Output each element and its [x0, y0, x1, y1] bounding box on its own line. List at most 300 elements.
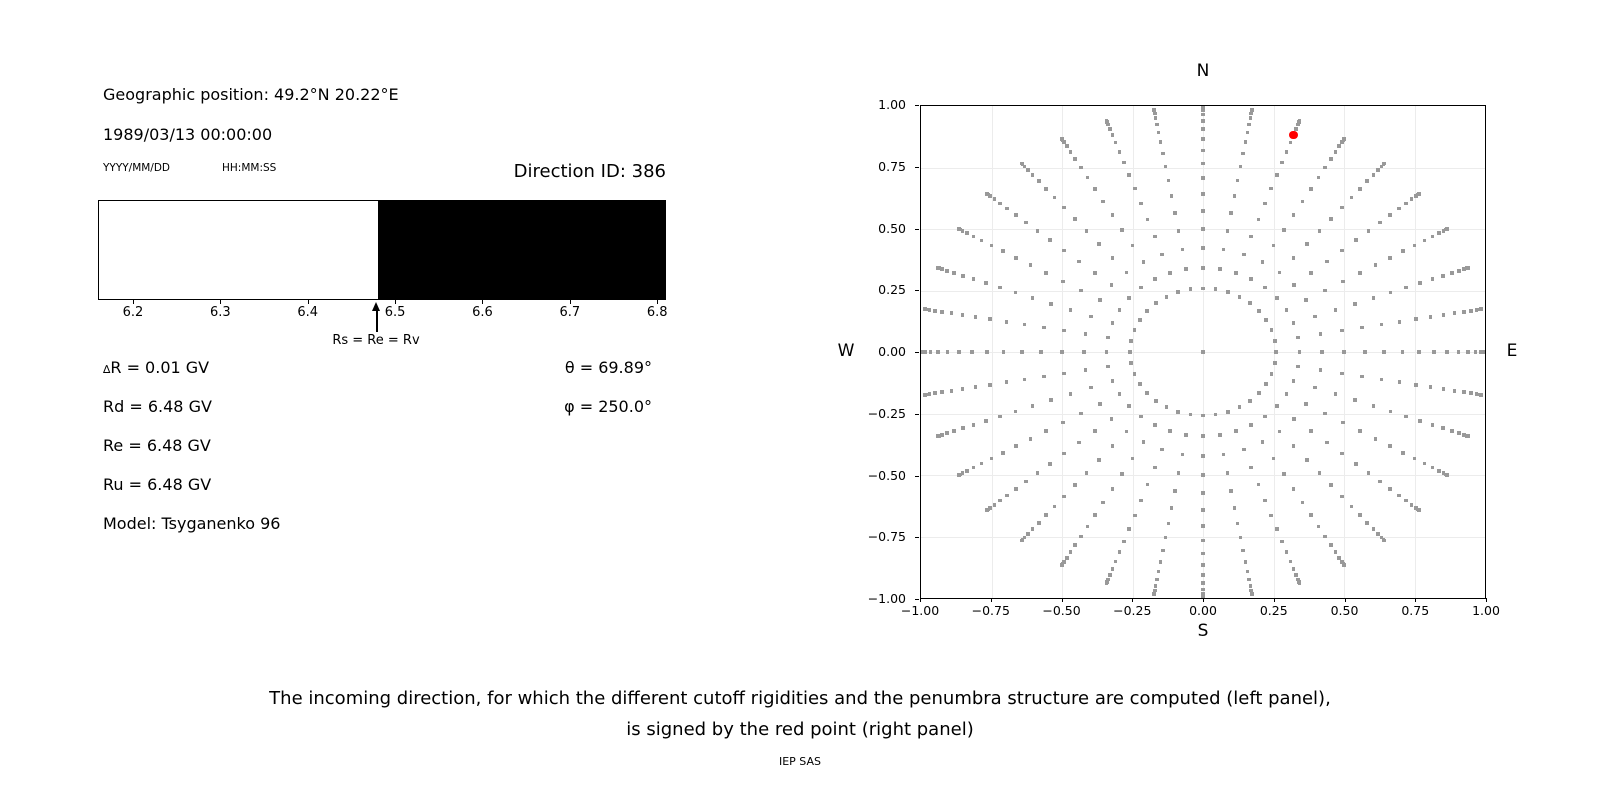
direction-dot	[1457, 431, 1461, 435]
direction-dot	[950, 389, 954, 393]
direction-dot	[1110, 417, 1114, 421]
direction-dot	[929, 350, 933, 354]
direction-dot	[1414, 317, 1418, 321]
direction-dot	[1152, 592, 1156, 596]
direction-dot	[1002, 350, 1006, 354]
x-tick-mark	[133, 300, 134, 304]
direction-dot	[1031, 404, 1035, 408]
direction-dot	[1441, 274, 1445, 278]
direction-dot	[1062, 452, 1066, 456]
direction-dot	[1120, 228, 1124, 232]
direction-dot	[1133, 328, 1137, 332]
direction-dot	[1060, 563, 1064, 567]
direction-dot	[1222, 248, 1226, 252]
direction-dot	[1139, 499, 1143, 503]
y-tick-mark	[915, 290, 919, 291]
direction-dot	[1201, 434, 1205, 438]
direction-dot	[1263, 286, 1267, 290]
direction-dot	[984, 281, 988, 285]
direction-dot	[1248, 399, 1252, 403]
direction-dot	[1249, 235, 1253, 239]
x-tick-label: 6.4	[297, 305, 319, 320]
direction-dot	[1020, 539, 1024, 543]
direction-dot	[965, 469, 969, 473]
direction-dot	[1161, 549, 1165, 553]
direction-dot	[1397, 494, 1401, 498]
direction-dot	[980, 239, 984, 243]
direction-dot	[1201, 473, 1205, 477]
direction-dot	[1257, 309, 1261, 313]
direction-dot	[1024, 480, 1028, 484]
direction-dot	[1280, 161, 1284, 165]
direction-dot	[1201, 227, 1205, 231]
direction-dot	[1298, 119, 1302, 123]
direction-dot	[1378, 221, 1382, 225]
direction-dot	[1445, 350, 1449, 354]
direction-dot	[1389, 410, 1393, 414]
direction-dot	[1125, 271, 1129, 275]
direction-dot	[1048, 238, 1052, 242]
direction-dot	[1042, 326, 1046, 330]
direction-dot	[1069, 392, 1073, 396]
direction-dot	[1111, 379, 1115, 383]
direction-dot	[1201, 563, 1205, 567]
direction-dot	[1358, 429, 1362, 433]
direction-dot	[1105, 350, 1109, 354]
direction-dot	[1114, 560, 1118, 564]
direction-dot	[1120, 472, 1124, 476]
direction-dot	[1201, 573, 1205, 577]
direction-dot	[957, 473, 961, 477]
direction-dot	[1062, 372, 1066, 376]
direction-dot	[1138, 382, 1142, 386]
direction-dot	[1036, 229, 1040, 233]
direction-dot	[1298, 581, 1302, 585]
direction-dot	[1153, 423, 1157, 427]
caption-line-2: is signed by the red point (right panel)	[626, 719, 974, 740]
direction-dot	[1404, 202, 1408, 206]
direction-dot	[1062, 495, 1066, 499]
annotation-arrow-stem	[376, 310, 378, 332]
direction-dot	[1053, 505, 1057, 509]
direction-dot	[1450, 271, 1454, 275]
direction-dot	[1453, 311, 1457, 315]
direction-dot	[1304, 402, 1308, 406]
direction-dot	[1085, 471, 1089, 475]
direction-dot	[1184, 267, 1188, 271]
delta-symbol: ∆	[103, 363, 111, 376]
direction-dot	[1257, 483, 1261, 487]
x-tick-label: 0.75	[1401, 603, 1430, 618]
direction-dot	[1450, 429, 1454, 433]
direction-dot	[1358, 187, 1362, 191]
delta-r-text: R = 0.01 GV	[110, 358, 210, 377]
x-tick-label: 0.00	[1189, 603, 1217, 618]
grid-line-horizontal	[921, 537, 1485, 538]
direction-dot	[1177, 471, 1181, 475]
direction-dot	[1177, 229, 1181, 233]
y-tick-mark	[915, 414, 919, 415]
direction-dot	[1342, 137, 1346, 141]
x-tick-mark	[482, 300, 483, 304]
direction-dot	[1201, 414, 1205, 418]
direction-dot	[1167, 179, 1171, 183]
penumbra-band	[98, 200, 666, 300]
direction-dot	[1329, 483, 1333, 487]
direction-dot	[1474, 350, 1478, 354]
direction-dot	[1079, 535, 1083, 539]
direction-dot	[1269, 514, 1273, 518]
direction-dot	[1388, 256, 1392, 260]
direction-dot	[1226, 410, 1230, 414]
direction-dot	[1238, 405, 1242, 409]
direction-dot	[998, 415, 1002, 419]
direction-dot	[984, 419, 988, 423]
direction-dot	[1275, 173, 1279, 177]
direction-dot	[1189, 287, 1193, 291]
direction-dot	[940, 390, 944, 394]
direction-dot	[1042, 375, 1046, 379]
direction-dot	[1111, 133, 1115, 137]
direction-dot	[1270, 372, 1274, 376]
direction-dot	[1374, 263, 1378, 267]
direction-dot	[1127, 296, 1131, 300]
direction-dot	[1201, 539, 1205, 543]
direction-dot	[1305, 242, 1309, 246]
direction-dot	[1062, 249, 1066, 253]
direction-dot	[1108, 127, 1112, 131]
direction-dot	[1093, 271, 1097, 275]
geographic-position: Geographic position: 49.2°N 20.22°E	[103, 85, 399, 104]
direction-dot	[974, 385, 978, 389]
direction-dot	[1285, 550, 1289, 554]
direction-dot	[1160, 253, 1164, 257]
direction-dot	[1061, 421, 1065, 425]
direction-dot	[928, 308, 932, 312]
x-tick-label: −0.75	[971, 603, 1010, 618]
direction-dot	[1325, 441, 1329, 445]
direction-dot	[1084, 368, 1088, 372]
direction-dot	[1342, 563, 1346, 567]
direction-dot	[1319, 368, 1323, 372]
direction-dot	[1289, 141, 1293, 145]
direction-dot	[1418, 419, 1422, 423]
x-tick-label: 1.00	[1472, 603, 1500, 618]
direction-dot	[1201, 246, 1205, 250]
direction-dot	[1417, 192, 1421, 196]
direction-dot	[1442, 313, 1446, 317]
direction-dot	[1049, 302, 1053, 306]
direction-scatter-plot	[920, 105, 1486, 599]
direction-dot	[1278, 430, 1282, 434]
direction-dot	[1020, 350, 1024, 354]
direction-dot	[1048, 462, 1052, 466]
direction-dot	[1249, 116, 1253, 120]
direction-dot	[961, 274, 965, 278]
re-value: Re = 6.48 GV	[103, 436, 211, 455]
direction-dot	[1014, 444, 1018, 448]
direction-dot	[1159, 560, 1163, 564]
direction-dot	[1417, 508, 1421, 512]
direction-dot	[1261, 260, 1265, 264]
direction-dot	[1073, 157, 1077, 161]
direction-dot	[1431, 235, 1435, 239]
direction-dot	[1382, 350, 1386, 354]
direction-dot	[1111, 213, 1115, 217]
direction-dot	[1457, 350, 1461, 354]
direction-dot	[1118, 550, 1122, 554]
direction-dot	[1201, 113, 1205, 117]
direction-dot	[1128, 350, 1132, 354]
direction-dot	[1122, 161, 1126, 165]
direction-dot	[1353, 302, 1357, 306]
direction-dot	[936, 350, 940, 354]
direction-dot	[1097, 458, 1101, 462]
direction-dot	[1161, 152, 1165, 156]
direction-dot	[1367, 229, 1371, 233]
direction-dot	[1397, 207, 1401, 211]
direction-dot	[1053, 196, 1057, 200]
direction-dot	[1309, 429, 1313, 433]
direction-dot	[1313, 315, 1317, 319]
direction-dot	[1201, 162, 1205, 166]
direction-dot	[970, 350, 974, 354]
direction-dot	[1431, 277, 1435, 281]
compass-south-label: S	[1197, 621, 1209, 641]
direction-dot	[1466, 266, 1470, 270]
direction-dot	[1365, 521, 1369, 525]
direction-dot	[1039, 350, 1043, 354]
direction-dot	[1129, 361, 1133, 365]
direction-dot	[945, 431, 949, 435]
direction-dot	[1201, 127, 1205, 131]
direction-dot	[1234, 429, 1238, 433]
direction-dot	[1249, 584, 1253, 588]
direction-dot	[1014, 487, 1018, 491]
direction-dot	[1323, 535, 1327, 539]
direction-dot	[1292, 256, 1296, 260]
direction-dot	[1296, 336, 1300, 340]
direction-dot	[1466, 350, 1470, 354]
direction-dot	[1401, 350, 1405, 354]
direction-dot	[1155, 123, 1159, 127]
direction-dot	[1329, 543, 1333, 547]
direction-dot	[1167, 522, 1171, 526]
direction-dot	[1029, 263, 1033, 267]
y-tick-mark	[915, 599, 919, 600]
direction-dot	[1201, 581, 1205, 585]
direction-dot	[1139, 202, 1143, 206]
direction-dot	[1026, 532, 1030, 536]
direction-dot	[1341, 421, 1345, 425]
direction-dot	[1417, 350, 1421, 354]
direction-dot	[1073, 543, 1077, 547]
direction-dot	[1089, 315, 1093, 319]
grid-line-vertical	[1415, 106, 1416, 598]
direction-dot	[1354, 238, 1358, 242]
direction-dot	[1239, 165, 1243, 169]
direction-dot	[1292, 417, 1296, 421]
direction-dot	[1201, 192, 1205, 196]
direction-dot	[1441, 426, 1445, 430]
direction-dot	[1414, 383, 1418, 387]
x-tick-mark	[1415, 598, 1416, 602]
direction-dot	[1292, 321, 1296, 325]
direction-dot	[1249, 466, 1253, 470]
direction-dot	[1380, 323, 1384, 327]
direction-dot	[974, 315, 978, 319]
direction-dot	[1201, 491, 1205, 495]
direction-dot	[1249, 423, 1253, 427]
direction-dot	[1031, 296, 1035, 300]
direction-dot	[1263, 202, 1267, 206]
direction-dot	[1077, 260, 1081, 264]
direction-dot	[1358, 271, 1362, 275]
direction-dot	[945, 269, 949, 273]
direction-dot	[1201, 454, 1205, 458]
credit-label: IEP SAS	[778, 755, 822, 768]
direction-dot	[1432, 350, 1436, 354]
direction-dot	[1274, 350, 1278, 354]
direction-dot	[1263, 499, 1267, 503]
direction-dot	[1372, 527, 1376, 531]
direction-dot	[1285, 308, 1289, 312]
direction-dot	[1145, 391, 1149, 395]
direction-dot	[1429, 385, 1433, 389]
direction-dot	[1201, 552, 1205, 556]
direction-dot	[1329, 217, 1333, 221]
direction-dot	[1250, 592, 1254, 596]
x-tick-mark	[220, 300, 221, 304]
direction-dot	[1372, 404, 1376, 408]
direction-dot	[1157, 131, 1161, 135]
x-tick-label: −1.00	[900, 603, 940, 618]
direction-dot	[1410, 503, 1414, 507]
direction-dot	[1142, 440, 1146, 444]
direction-dot	[1079, 166, 1083, 170]
direction-dot	[1146, 218, 1150, 222]
direction-dot	[1226, 290, 1230, 294]
direction-dot	[961, 426, 965, 430]
caption-line-1: The incoming direction, for which the different cutoff rigidities and the penumbra structure are computed (left panel),	[269, 688, 1331, 709]
direction-dot	[1189, 413, 1193, 417]
direction-dot	[1125, 430, 1129, 434]
direction-dot	[1031, 173, 1035, 177]
direction-dot	[1127, 404, 1131, 408]
direction-dot	[1111, 444, 1115, 448]
direction-dot	[1037, 521, 1041, 525]
direction-dot	[1380, 378, 1384, 382]
direction-dot	[1111, 567, 1115, 571]
y-tick-label: 0.00	[878, 344, 906, 359]
direction-dot	[1296, 365, 1300, 369]
time-format-label: HH:MM:SS	[222, 162, 277, 174]
direction-dot	[1340, 372, 1344, 376]
direction-dot	[1340, 206, 1344, 210]
direction-dot	[1376, 168, 1380, 172]
direction-dot	[1242, 448, 1246, 452]
direction-dot	[1093, 513, 1097, 517]
direction-dot	[1372, 296, 1376, 300]
direction-dot	[1139, 415, 1143, 419]
direction-dot	[1341, 280, 1345, 284]
y-tick-mark	[915, 537, 919, 538]
x-tick-label: 6.2	[122, 305, 144, 320]
direction-dot	[1479, 393, 1483, 397]
direction-dot	[1077, 441, 1081, 445]
direction-dot	[1401, 249, 1405, 253]
y-tick-label: 0.75	[878, 158, 906, 174]
direction-dot	[1248, 301, 1252, 305]
direction-dot	[1065, 144, 1069, 148]
direction-dot	[998, 286, 1002, 290]
direction-dot	[961, 313, 965, 317]
date-format-label: YYYY/MM/DD	[103, 162, 171, 174]
direction-dot	[1226, 471, 1230, 475]
direction-dot	[1153, 235, 1157, 239]
direction-dot	[1334, 150, 1338, 154]
direction-dot	[1236, 179, 1240, 183]
direction-dot	[1133, 372, 1137, 376]
scatter-y-tick-marks	[915, 105, 920, 599]
direction-dot	[1118, 150, 1122, 154]
direction-dot	[1160, 448, 1164, 452]
penumbra-segment	[378, 201, 665, 299]
direction-dot	[1360, 375, 1364, 379]
direction-dot	[1201, 149, 1205, 153]
direction-dot	[972, 235, 976, 239]
direction-dot	[1423, 462, 1427, 466]
direction-dot	[1457, 269, 1461, 273]
direction-dot	[1118, 308, 1122, 312]
direction-dot	[1201, 588, 1205, 592]
direction-id: Direction ID: 386	[513, 161, 666, 182]
direction-dot	[1201, 350, 1205, 354]
direction-dot	[1093, 429, 1097, 433]
direction-dot	[1239, 536, 1243, 540]
direction-dot	[1133, 514, 1137, 518]
direction-dot	[1342, 350, 1346, 354]
direction-dot	[1289, 560, 1293, 564]
direction-dot	[993, 503, 997, 507]
x-tick-mark	[1062, 598, 1063, 602]
direction-dot	[1014, 410, 1018, 414]
direction-dot	[940, 310, 944, 314]
direction-dot	[1060, 350, 1064, 354]
direction-dot	[1241, 152, 1245, 156]
x-tick-mark	[991, 598, 992, 602]
direction-dot	[1114, 141, 1118, 145]
direction-dot	[1131, 457, 1135, 461]
direction-dot	[1273, 361, 1277, 365]
direction-dot	[1365, 179, 1369, 183]
direction-dot	[1079, 412, 1083, 416]
direction-dot	[1257, 218, 1261, 222]
x-tick-mark	[920, 598, 921, 602]
direction-dot	[923, 350, 927, 354]
direction-dot	[1079, 289, 1083, 293]
direction-dot	[1089, 386, 1093, 390]
direction-dot	[1157, 570, 1161, 574]
x-tick-mark	[1203, 598, 1204, 602]
direction-dot	[1170, 506, 1174, 510]
direction-dot	[1437, 469, 1441, 473]
direction-dot	[1363, 350, 1367, 354]
direction-dot	[1154, 301, 1158, 305]
direction-dot	[1127, 527, 1131, 531]
direction-dot	[1374, 437, 1378, 441]
direction-dot	[1106, 336, 1110, 340]
